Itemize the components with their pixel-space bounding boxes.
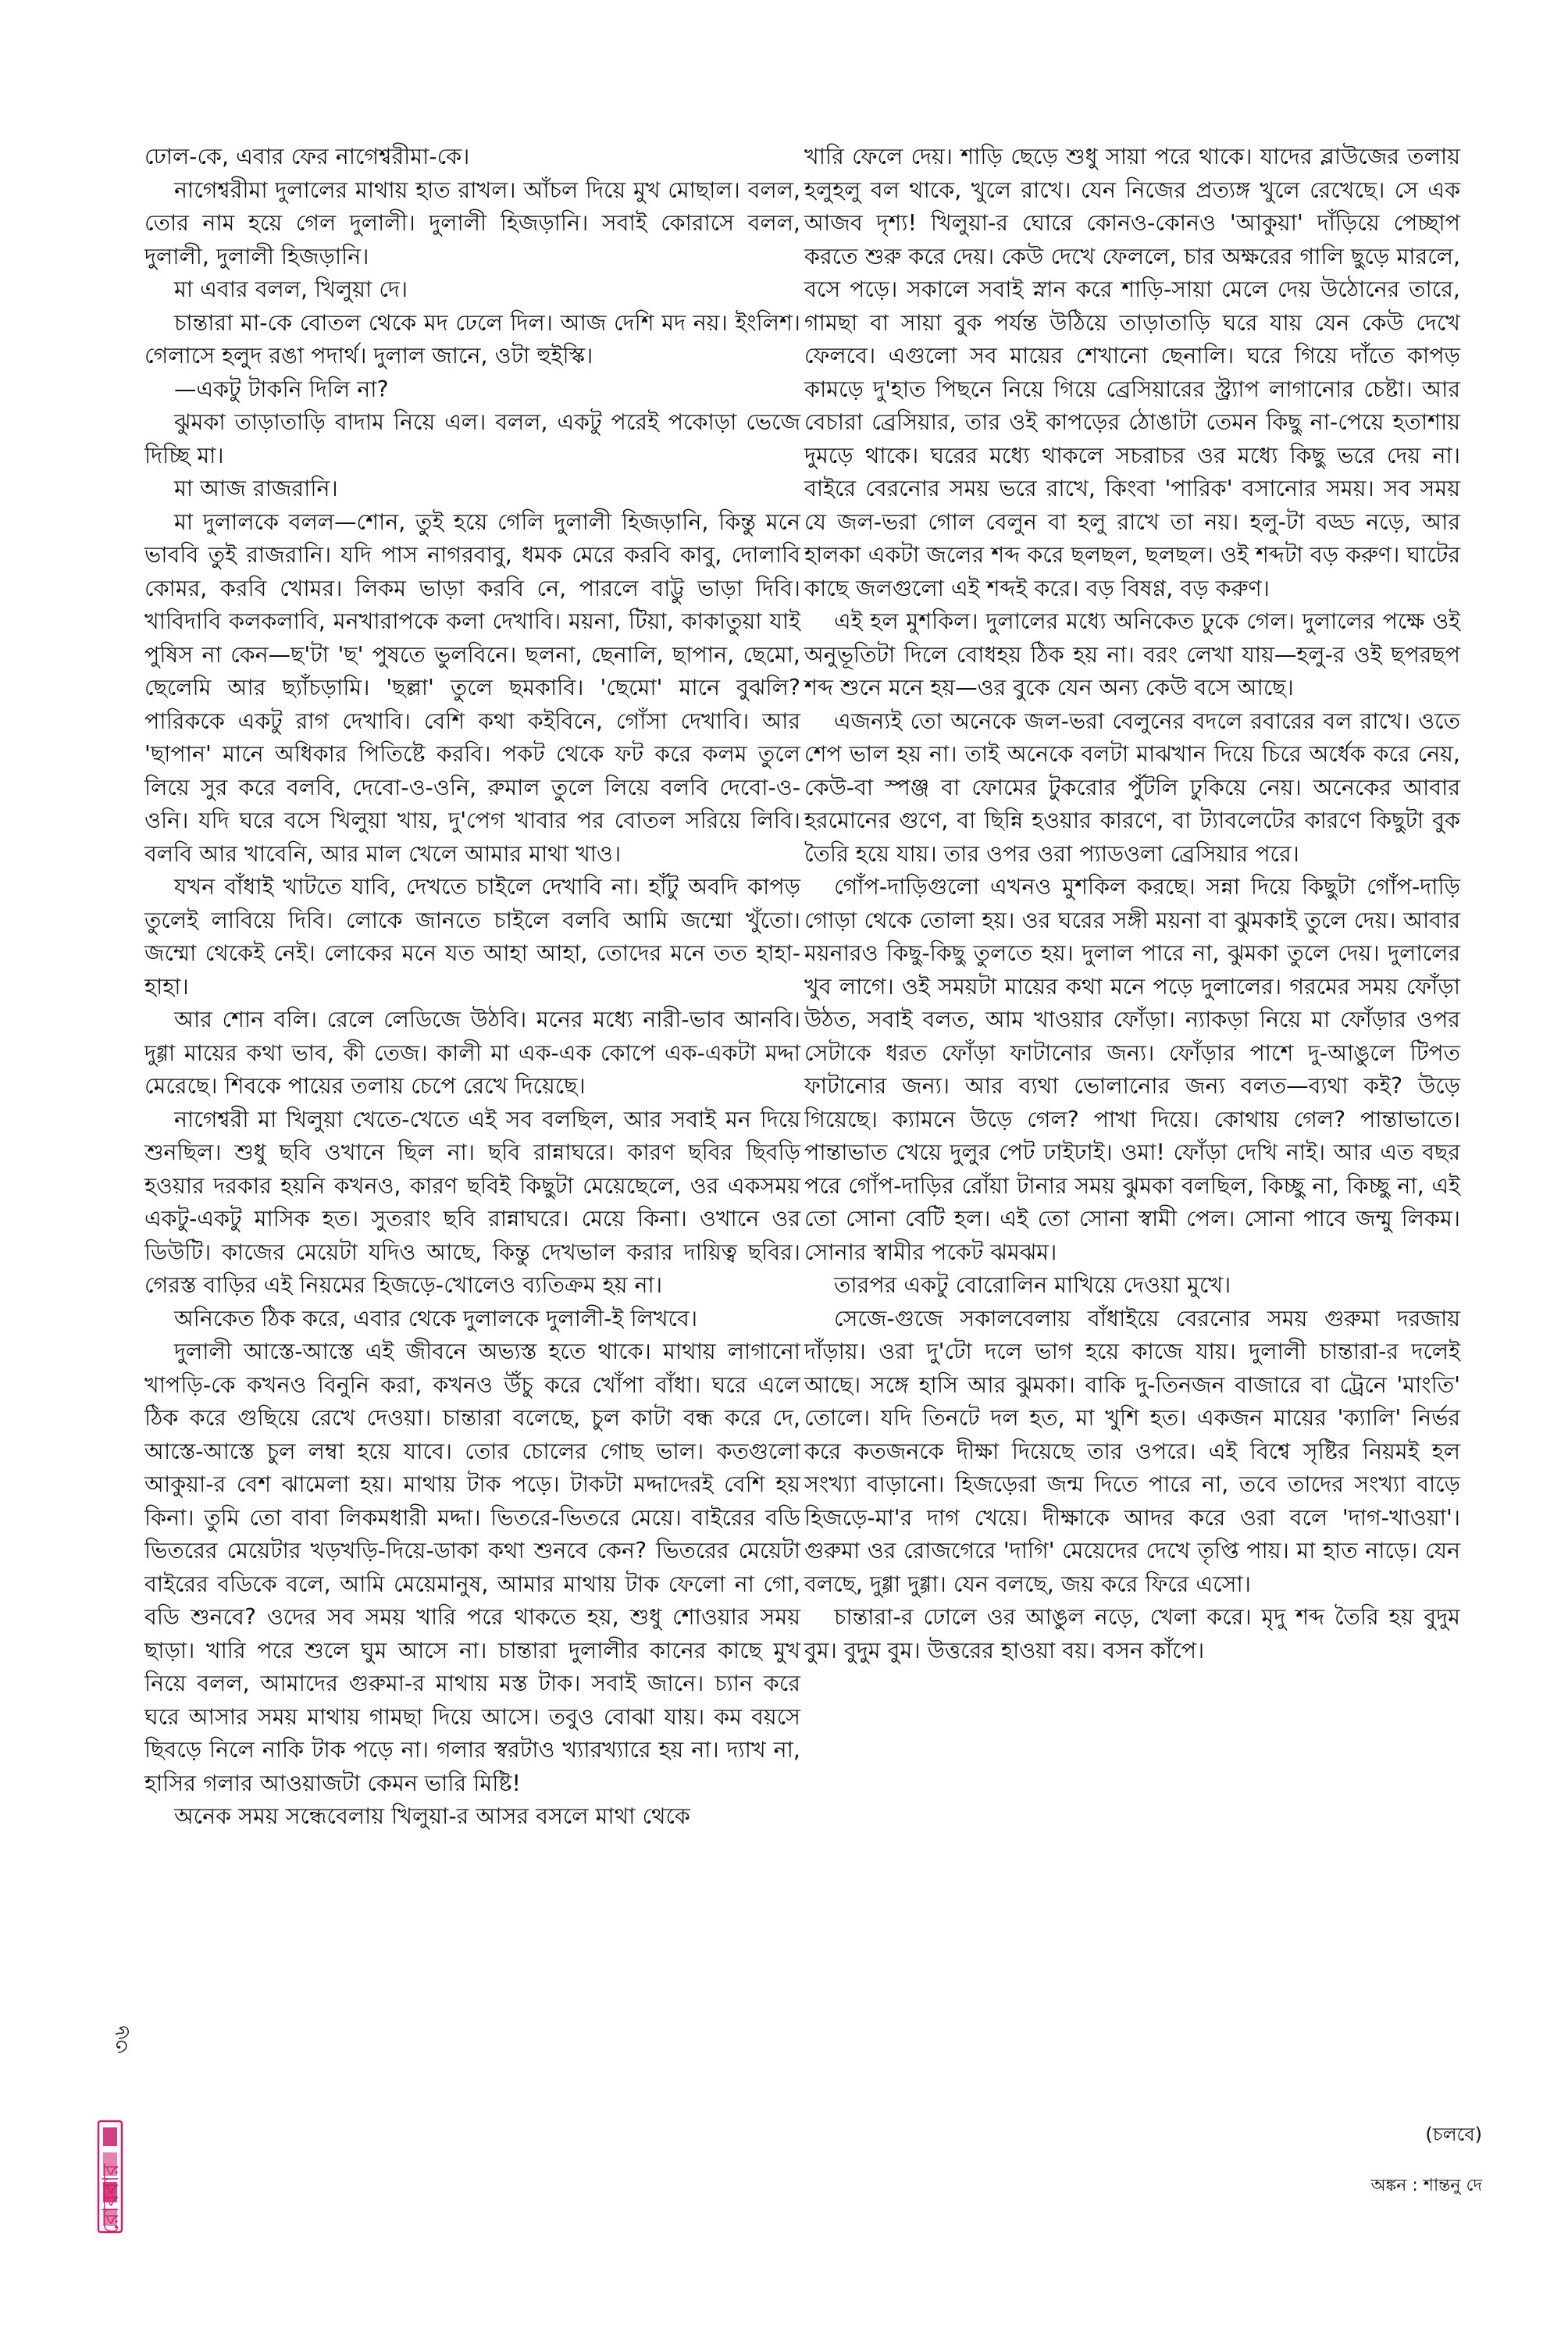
illustration-credit: অঙ্কন : শান্তনু দে — [1370, 2176, 1482, 2195]
paragraph: মা এবার বলল, খিলুয়া দে। — [174, 276, 408, 302]
paragraph: ঝুমকা তাড়াতাড়ি বাদাম নিয়ে এল। বলল, একটু পরেই পকোড়া ভেজে দিচ্ছি মা। — [144, 409, 800, 469]
paragraph: যখন বাঁধাই খাটতে যাবি, দেখতে চাইলে দেখাবি না। হাঁটু অবদি কাপড় তুলেই লাবিয়ে দিবি। লোকে জানতে চাইলে বলবি আমি জম্মো খুঁতো। জম্মো থেকেই নেই। লোকের মনে যত আহা আহা, তোদের মনে তত হাহা-হাহা। — [144, 874, 800, 1000]
paragraph: এজন্যই তো অনেকে জল-ভরা বেলুনের বদলে রবারের বল রাখে। ওতে শেপ ভাল হয় না। তাই অনেকে বলটা মাঝখান দিয়ে চিরে অর্ধেক করে নেয়, কেউ-বা স্পঞ্জ বা ফোমের টুকরোর পুঁটলি ঢুকিয়ে নেয়। অনেকের আবার হরমোনের গুণে, বা ছিন্নি হওয়ার কারণে, বা ট্যাবলেটের কারণে কিছুটা বুক তৈরি হয়ে যায়। তার ওপর ওরা প্যাডওলা ব্রেসিয়ার পরে। — [804, 708, 1460, 867]
paragraph: আর শোন বলি। রেলে লেডিজে উঠবি। মনের মধ্যে নারী-ভাব আনবি। দুগ্গা মায়ের কথা ভাব, কী তেজ। কালী মা এক-এক কোপে এক-একটা মদ্দা মেরেছে। শিবকে পায়ের তলায় চেপে রেখে দিয়েছে। — [144, 1007, 800, 1099]
right-column — [804, 141, 1460, 1667]
left-column — [144, 141, 800, 1834]
paragraph: খারি ফেলে দেয়। শাড়ি ছেড়ে শুধু সায়া পরে থাকে। যাদের ব্লাউজের তলায় হলুহলু বল থাকে, খুলে রাখে। যেন নিজের প্রত্যঙ্গ খুলে রেখেছে। সে এক আজব দৃশ্য! খিলুয়া-র ঘোরে কোনও-কোনও 'আকুয়া' দাঁড়িয়ে পেচ্ছাপ করতে শুরু করে দেয়। কেউ দেখে ফেললে, চার অক্ষরের গালি ছুড়ে মারলে, বসে পড়ে। সকালে সবাই স্নান করে শাড়ি-সায়া মেলে দেয় উঠোনের তারে, গামছা বা সায়া বুক পর্যন্ত উঠিয়ে তাড়াতাড়ি ঘরে যায় যেন কেউ দেখে ফেলবে। এগুলো সব মায়ের শেখানো ছেনালি। ঘরে গিয়ে দাঁতে কাপড় কামড়ে দু'হাত পিছনে নিয়ে গিয়ে ব্রেসিয়ারের স্ট্র্যাপ লাগানোর চেষ্টা। আর বেচারা ব্রেসিয়ার, তার ওই কাপড়ের ঠোঙাটা তেমন কিছু না-পেয়ে হতাশায় দুমড়ে থাকে। ঘরের মধ্যে থাকলে সচরাচর ওর মধ্যে কিছু ভরে দেয় না। বাইরে বেরনোর সময় ভরে রাখে, কিংবা 'পারিক' বসানোর সময়। সব সময় যে জল-ভরা গোল বেলুন বা হলু রাখে তা নয়। হলু-টা বড্ড নড়ে, আর হালকা একটা জলের শব্দ করে ছলছল, ছলছল। ওই শব্দটা বড় করুণ। ঘাটের কাছে জলগুলো এই শব্দই করে। বড় বিষণ্ণ, বড় করুণ। — [804, 144, 1460, 601]
paragraph: অনিকেত ঠিক করে, এবার থেকে দুলালকে দুলালী-ই লিখবে। — [174, 1305, 698, 1332]
paragraph: অনেক সময় সন্ধেবেলায় খিলুয়া-র আসর বসলে মাথা থেকে — [174, 1803, 690, 1829]
article-ending — [1370, 2123, 1482, 2226]
paragraph: মা আজ রাজরানি। — [174, 476, 338, 501]
paragraph: ঢোল-কে, এবার ফের নাগেশ্বরীমা-কে। — [144, 144, 470, 169]
magazine-name: রোববার — [98, 2163, 123, 2234]
paragraph: মা দুলালকে বলল—শোন, তুই হয়ে গেলি দুলালী হিজড়ানি, কিন্তু মনে ভাববি তুই রাজরানি। যদি পাস নাগরবাবু, ধমক মেরে করবি কাবু, দোলাবি কোমর, করবি খোমর। লিকম ভাড়া করবি নে, পারলে বাট্টু ভাড়া দিবি। খাবিদাবি কলকলাবি, মনখারাপকে কলা দেখাবি। ময়না, টিয়া, কাকাতুয়া যাই পুষিস না কেন—ছ'টা 'ছ' পুষতে ভুলবিনে। ছলনা, ছেনালি, ছাপান, ছেমো, ছেলেমি আর ছ্যাঁচড়ামি। 'ছল্লা' তুলে ছমকাবি। 'ছেমো' মানে বুঝলি? পারিককে একটু রাগ দেখাবি। বেশি কথা কইবিনে, গোঁসা দেখাবি। আর 'ছাপান' মানে অধিকার পিতিষ্টে করবি। পকট থেকে ফট করে কলম তুলে লিয়ে সুর করে বলবি, দেবো-ও-ওনি, রুমাল তুলে লিয়ে বলবি দেবো-ও-ওনি। যদি ঘরে বসে খিলুয়া খায়, দু'পেগ খাবার পর বোতল সরিয়ে লিবি। বলবি আর খাবেনি, আর মাল খেলে আমার মাথা খাও। — [144, 508, 800, 867]
paragraph: এই হল মুশকিল। দুলালের মধ্যে অনিকেত ঢুকে গেল। দুলালের পক্ষে ওই অনুভূতিটা দিলে বোধহয় ঠিক হয় না। বরং লেখা যায়—হলু-র ওই ছপরছপ শব্দ শুনে মনে হয়—ওর বুকে যেন অন্য কেউ বসে আছে। — [804, 608, 1460, 701]
page-number: ৩৬ — [109, 2025, 134, 2054]
paragraph: —একটু টাকনি দিলি না? — [174, 376, 389, 402]
paragraph: দুলালী আস্তে-আস্তে এই জীবনে অভ্যস্ত হতে থাকে। মাথায় লাগানো খাপড়ি-কে কখনও বিনুনি করা, কখনও উঁচু করে খোঁপা বাঁধা। ঘরে এলে ঠিক করে গুছিয়ে রেখে দেওয়া। চান্তারা বলেছে, চুল কাটা বন্ধ করে দে, আস্তে-আস্তে চুল লম্বা হয়ে যাবে। তোর চোলের গোছ ভাল। কতগুলো আকুয়া-র বেশ ঝামেলা হয়। মাথায় টাক পড়ে। টাকটা মদ্দাদেরই বেশি হয় কিনা। তুমি তো বাবা লিকমধারী মদ্দা। ভিতরে-ভিতরে মেয়ে। বাইরের বডি ভিতরের মেয়েটার খড়খড়ি-দিয়ে-ডাকা কথা শুনবে কেন? ভিতরের মেয়েটা বাইরের বডিকে বলে, আমি মেয়েমানুষ, আমার মাথায় টাক ফেলো না গো, বডি শুনবে? ওদের সব সময় খারি পরে থাকতে হয়, শুধু শোওয়ার সময় ছাড়া। খারি পরে শুলে ঘুম আসে না। চান্তারা দুলালীর কানের কাছে মুখ নিয়ে বলল, আমাদের গুরুমা-র মাথায় মস্ত টাক। সবাই জানে। চ্যান করে ঘরে আসার সময় মাথায় গামছা দিয়ে আসে। তবুও বোঝা যায়। কম বয়সে ছিবড়ে নিলে নাকি টাক পড়ে না। গলার স্বরটাও খ্যারখ্যারে হয় না। দ্যাখ না, হাসির গলার আওয়াজটা কেমন ভারি মিষ্টি! — [144, 1339, 800, 1796]
paragraph: চান্তারা-র ঢোলে ওর আঙুল নড়ে, খেলা করে। মৃদু শব্দ তৈরি হয় বুদুম বুম। বুদুম বুম। উত্তরের হাওয়া বয়। বসন কাঁপে। — [804, 1604, 1460, 1664]
paragraph: চান্তারা মা-কে বোতল থেকে মদ ঢেলে দিল। আজ দেশি মদ নয়। ইংলিশ। গেলাসে হলুদ রঙা পদার্থ। দুলাল জানে, ওটা হুইস্কি। — [144, 309, 800, 369]
paragraph: নাগেশ্বরী মা খিলুয়া খেতে-খেতে এই সব বলছিল, আর সবাই মন দিয়ে শুনছিল। শুধু ছবি ওখানে ছিল না। ছবি রান্নাঘরে। কারণ ছবির ছিবড়ি হওয়ার দরকার হয়নি কখনও, কারণ ছবিই কিছুটা মেয়েছেলে, ওর একসময় একটু-একটু মাসিক হত। সুতরাং ছবি রান্নাঘরে। মেয়ে কিনা। ওখানে ওর ডিউটি। কাজের মেয়েটা যদিও আছে, কিন্তু দেখভাল করার দায়িত্ব ছবির। গেরস্ত বাড়ির এই নিয়মের হিজড়ে-খোলেও ব্যতিক্রম হয় না। — [144, 1106, 800, 1298]
paragraph: সেজে-গুজে সকালবেলায় বাঁধাইয়ে বেরনোর সময় গুরুমা দরজায় দাঁড়ায়। ওরা দু'টো দলে ভাগ হয়ে কাজে যায়। দুলালী চান্তারা-র দলেই আছে। সঙ্গে হাসি আর ঝুমকা। বাকি দু-তিনজন বাজারে বা ট্রেনে 'মাংতি' তোলে। যদি তিনটে দল হত, মা খুশি হত। একজন মায়ের 'ক্যালি' নির্ভর করে কতজনকে দীক্ষা দিয়েছে তার ওপরে। এই বিশ্বে সৃষ্টির নিয়মই হল সংখ্যা বাড়ানো। হিজড়েরা জন্ম দিতে পারে না, তবে তাদের সংখ্যা বাড়ে হিজড়ে-মা'র দাগ খেয়ে। দীক্ষাকে আদর করে ওরা বলে 'দাগ-খাওয়া'। গুরুমা ওর রোজগেরে 'দাগি' মেয়েদের দেখে তৃপ্তি পায়। মা হাত নাড়ে। যেন বলছে, দুগ্গা দুগ্গা। যেন বলছে, জয় করে ফিরে এসো। — [804, 1305, 1460, 1597]
paragraph: নাগেশ্বরীমা দুলালের মাথায় হাত রাখল। আঁচল দিয়ে মুখ মোছাল। বলল, তোর নাম হয়ে গেল দুলালী। দুলালী হিজড়ানি। সবাই কোরাসে বলল, দুলালী, দুলালী হিজড়ানি। — [144, 177, 800, 269]
paragraph: গোঁপ-দাড়িগুলো এখনও মুশকিল করছে। সন্না দিয়ে কিছুটা গোঁপ-দাড়ি গোড়া থেকে তোলা হয়। ওর ঘরের সঙ্গী ময়না বা ঝুমকাই তুলে দেয়। আবার ময়নারও কিছু-কিছু তুলতে হয়। দুলাল পারে না, ঝুমকা তুলে দেয়। দুলালের খুব লাগে। ওই সময়টা মায়ের কথা মনে পড়ে দুলালের। গরমের সময় ফোঁড়া উঠত, সবাই বলত, আম খাওয়ার ফোঁড়া। ন্যাকড়া নিয়ে মা ফোঁড়ার ওপর সেটাকে ধরত ফোঁড়া ফাটানোর জন্য। ফোঁড়ার পাশে দু-আঙুলে টিপত ফাটানোর জন্য। আর ব্যথা ভোলানোর জন্য বলত—ব্যথা কই? উড়ে গিয়েছে। ক্যামনে উড়ে গেল? পাখা দিয়ে। কোথায় গেল? পান্তাভাতে। পান্তাভাত খেয়ে দুলুর পেট ঢাইঢাই। ওমা! ফোঁড়া দেখি নাই। আর এত বছর পরে গোঁপ-দাড়ির রোঁয়া টানার সময় ঝুমকা বলছিল, কিচ্ছু না, কিচ্ছু না, এই তো সোনা বেটি হল। এই তো সোনা স্বামী পেল। সোনা পাবে জম্মু লিকম। সোনার স্বামীর পকেট ঝমঝম। — [804, 874, 1460, 1265]
continued-note: (চলবে) — [1425, 2124, 1482, 2145]
paragraph: তারপর একটু বোরোলিন মাখিয়ে দেওয়া মুখে। — [834, 1272, 1231, 1298]
